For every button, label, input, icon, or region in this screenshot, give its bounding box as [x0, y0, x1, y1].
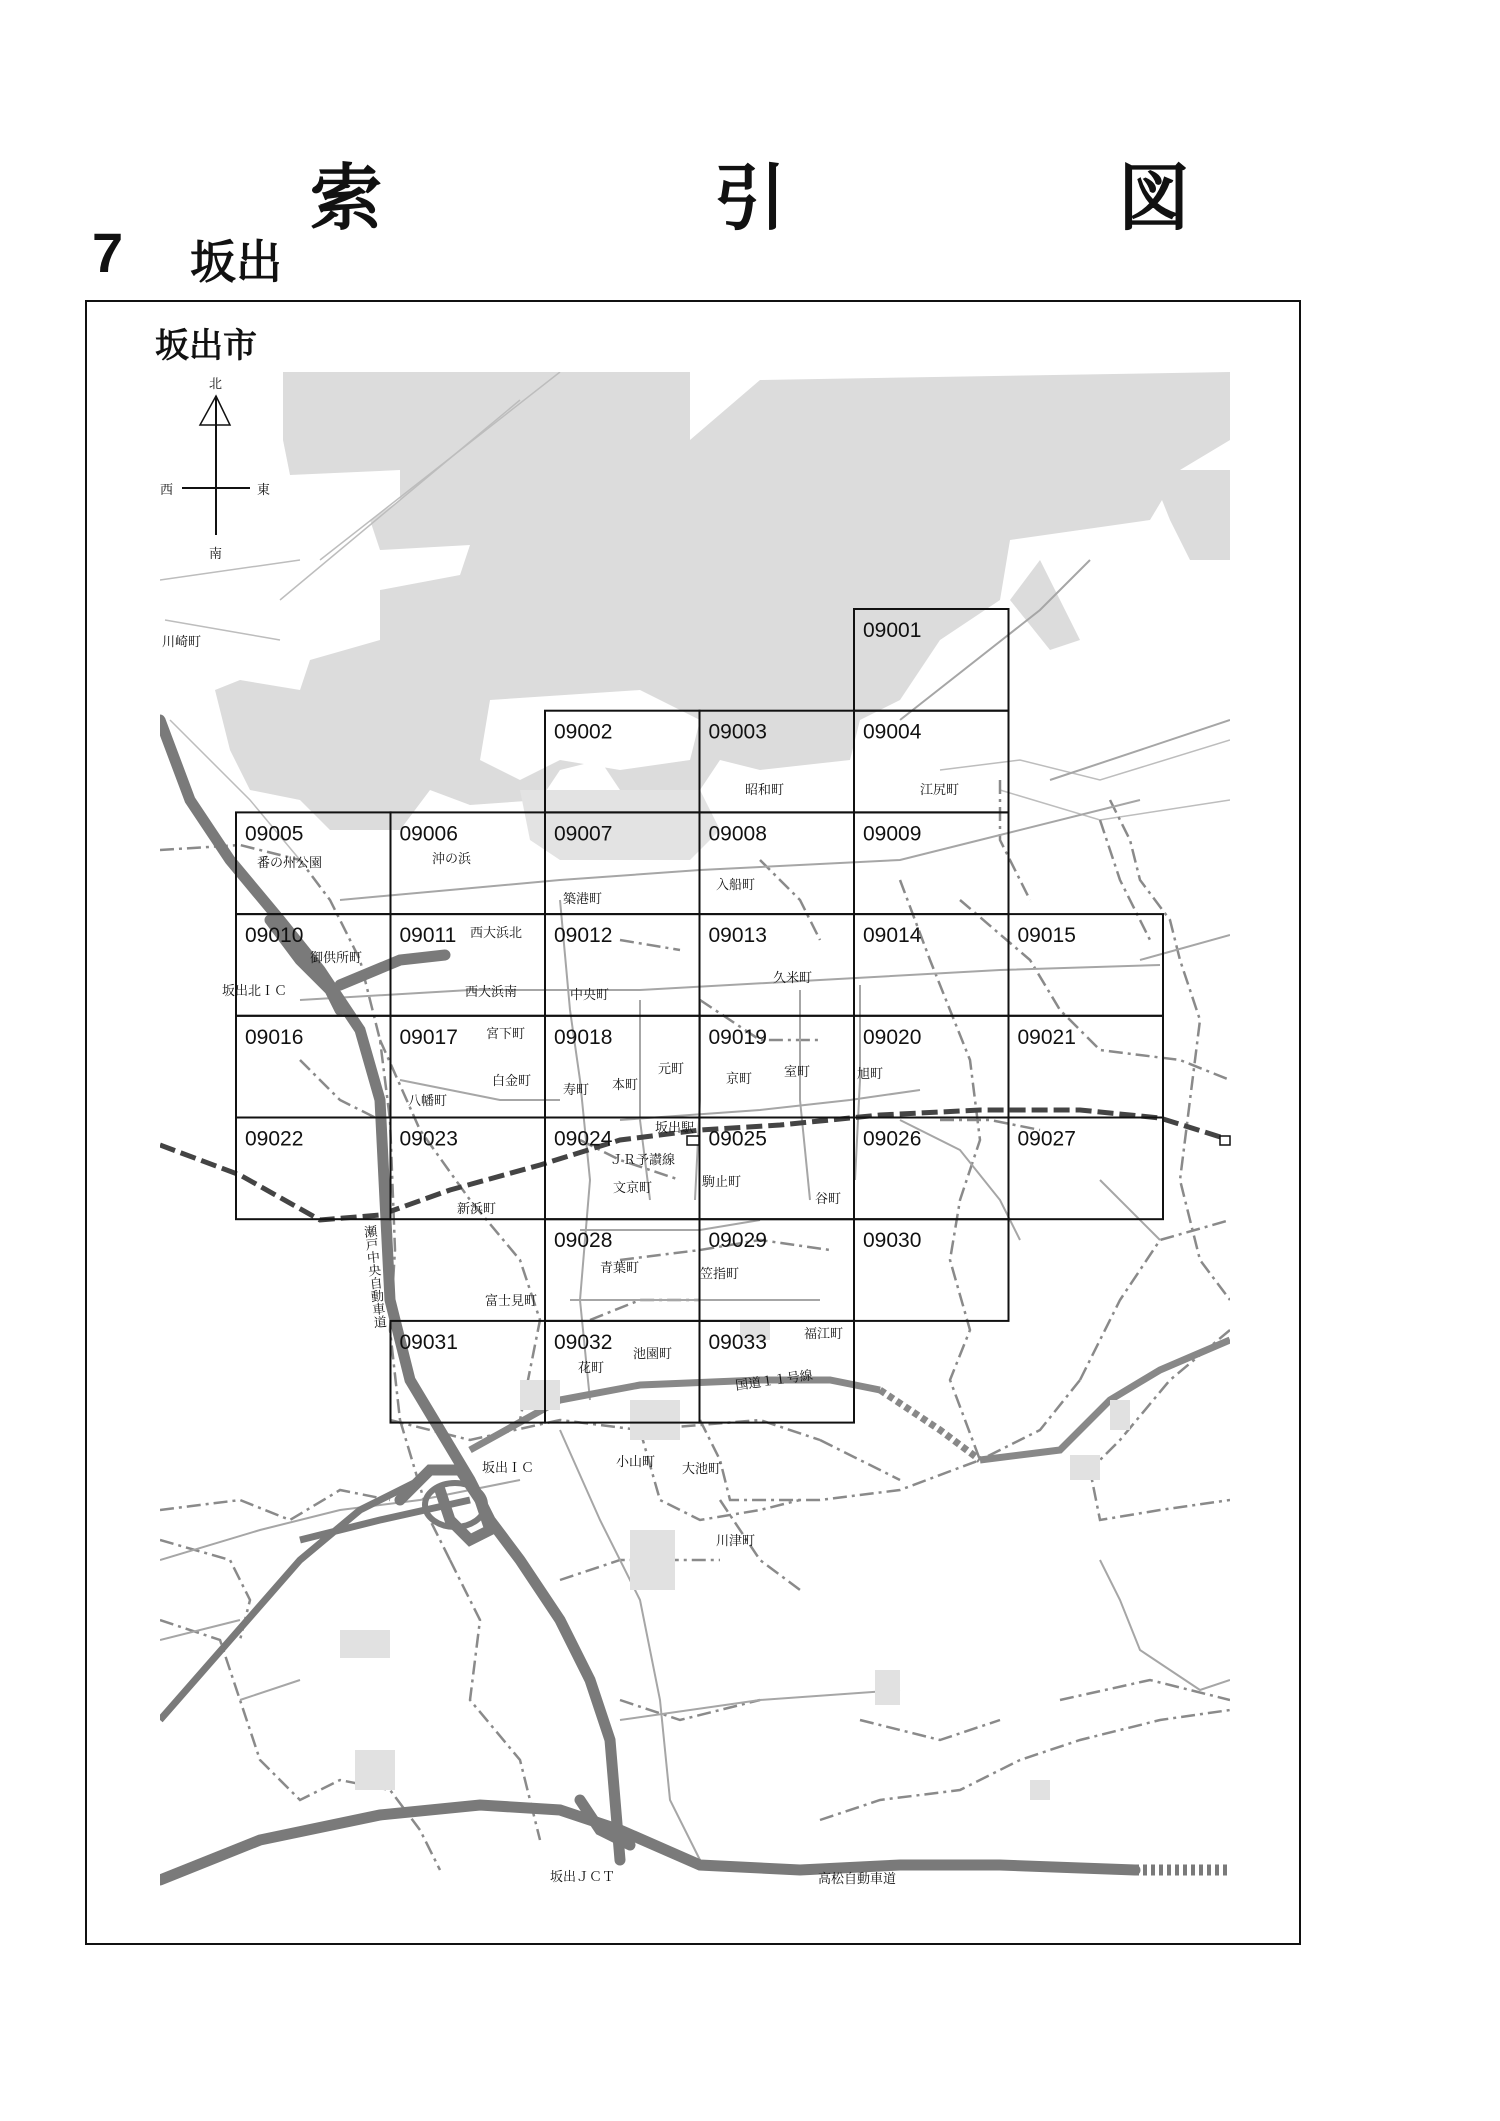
place-showa: 昭和町 [745, 783, 785, 798]
place-okinohama: 沖の浜 [432, 852, 472, 867]
place-kasashi: 笠指町 [700, 1267, 740, 1282]
tile-label-09017: 09017 [399, 1025, 458, 1049]
place-bannosu: 番の州公園 [257, 856, 323, 871]
place-irifune: 入船町 [716, 878, 756, 893]
tile-label-09015: 09015 [1017, 924, 1076, 948]
compass-south: 南 [209, 547, 223, 562]
place-sakaide-jct: 坂出ＪＣＴ [550, 1870, 616, 1885]
waterfront-strip [520, 790, 720, 860]
port-land-area [215, 372, 1230, 830]
tile-label-09025: 09025 [708, 1127, 767, 1151]
place-takamatsu-exp: 高松自動車道 [818, 1872, 897, 1887]
tile-label-09005: 09005 [245, 822, 304, 846]
place-aoba: 青葉町 [600, 1261, 640, 1276]
tile-label-09018: 09018 [554, 1025, 613, 1049]
place-kawatsu: 川津町 [716, 1534, 756, 1549]
place-muro: 室町 [784, 1065, 811, 1080]
section-name: 坂出 [190, 235, 282, 289]
tile-label-09032: 09032 [554, 1330, 613, 1354]
place-moto: 元町 [658, 1062, 685, 1077]
place-hon: 本町 [612, 1078, 639, 1093]
tile-label-09021: 09021 [1017, 1025, 1076, 1049]
tile-label-09013: 09013 [708, 924, 767, 948]
tile-label-09029: 09029 [708, 1229, 767, 1253]
tile-label-09031: 09031 [399, 1330, 458, 1354]
place-sakaide-ic: 坂出ＩＣ [482, 1461, 535, 1476]
tile-label-09027: 09027 [1017, 1127, 1076, 1151]
tile-label-09003: 09003 [708, 720, 767, 744]
tile-label-09006: 09006 [399, 822, 458, 846]
place-jr-yosan: ＪＲ予讃線 [610, 1153, 676, 1168]
tile-label-09026: 09026 [863, 1127, 922, 1151]
place-shirogane: 白金町 [492, 1074, 532, 1089]
tile-label-09024: 09024 [554, 1127, 613, 1151]
place-koyama: 小山町 [616, 1455, 656, 1470]
tile-label-09009: 09009 [863, 822, 922, 846]
tile-label-09004: 09004 [863, 720, 922, 744]
place-kume: 久米町 [773, 971, 813, 986]
place-chuo: 中央町 [570, 988, 610, 1003]
tile-label-09008: 09008 [708, 822, 767, 846]
building-blocks [340, 1320, 1130, 1800]
place-kawasaki: 川崎町 [162, 635, 202, 650]
place-fujimi: 富士見町 [485, 1294, 538, 1309]
tile-label-09033: 09033 [708, 1330, 767, 1354]
tile-label-09022: 09022 [245, 1127, 304, 1151]
compass-north: 北 [209, 377, 223, 392]
tile-label-09011: 09011 [399, 924, 457, 948]
tile-label-09016: 09016 [245, 1025, 304, 1049]
place-komadome: 駒止町 [702, 1175, 742, 1190]
tile-label-09020: 09020 [863, 1025, 922, 1049]
place-sakaide-station: 坂出駅 [655, 1121, 695, 1136]
base-map [160, 372, 1230, 1880]
place-kyo: 京町 [726, 1072, 753, 1087]
place-shinhama: 新浜町 [457, 1202, 497, 1217]
route-11-east [880, 1390, 980, 1460]
compass-west: 西 [160, 483, 174, 498]
tile-label-09019: 09019 [708, 1025, 767, 1049]
place-kotobuki: 寿町 [563, 1083, 590, 1098]
tile-label-09007: 09007 [554, 822, 613, 846]
place-fukue: 福江町 [804, 1327, 844, 1342]
station-marker [687, 1136, 699, 1145]
tile-label-09014: 09014 [863, 924, 922, 948]
tile-label-09001: 09001 [863, 619, 922, 642]
tile-label-09002: 09002 [554, 720, 613, 744]
tile-label-09010: 09010 [245, 924, 304, 948]
place-route11: 国道１１号線 [734, 1368, 814, 1394]
place-bunkyo: 文京町 [613, 1181, 653, 1196]
tile-label-09030: 09030 [863, 1229, 922, 1253]
place-tani: 谷町 [815, 1192, 842, 1207]
place-nishioohamakita: 西大浜北 [470, 926, 523, 941]
place-ejiri: 江尻町 [920, 783, 960, 798]
compass-east: 東 [257, 483, 271, 498]
tile-label-09012: 09012 [554, 924, 613, 948]
jr-yosan-line [160, 1110, 1230, 1220]
place-miyashita: 宮下町 [486, 1027, 526, 1042]
place-sakaidekita-ic: 坂出北ＩＣ [222, 984, 288, 999]
place-gokushosho: 御供所町 [310, 951, 363, 966]
tile-label-09028: 09028 [554, 1229, 613, 1253]
place-setochuo: 瀬戸中央自動車道 [360, 1224, 387, 1330]
place-ooike: 大池町 [682, 1462, 722, 1477]
place-nishioohamaminami: 西大浜南 [465, 985, 518, 1000]
compass-rose [160, 377, 270, 562]
pier-east [1150, 470, 1230, 560]
city-label: 坂出市 [155, 326, 257, 366]
place-ikezono: 池園町 [633, 1347, 673, 1362]
page-title: 索 引 図 [309, 156, 1320, 240]
place-yawata: 八幡町 [408, 1094, 448, 1109]
place-chikko: 築港町 [563, 892, 603, 907]
tile-label-09023: 09023 [399, 1127, 458, 1151]
place-hana: 花町 [578, 1361, 605, 1376]
section-number: 7 [92, 221, 124, 284]
place-asahi: 旭町 [857, 1067, 884, 1082]
station-marker-east [1220, 1136, 1230, 1145]
